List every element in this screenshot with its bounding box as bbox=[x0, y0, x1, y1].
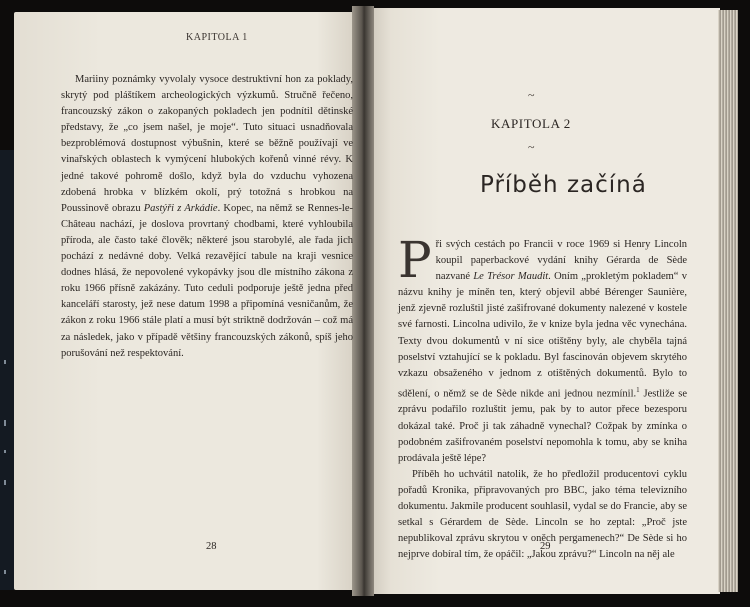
page-number-left: 28 bbox=[206, 541, 217, 552]
text-segment: ři svých cestách po Francii v roce 1969 si Henry Lincoln koupil paperbackové vydání knihy Gérarda de Sède nazvané bbox=[435, 239, 687, 283]
text-segment: . Kopec, na němž se Rennes-le-Château nachází, je doslova provrtaný chodbami, které vyhloubila příroda, ale často také člověk; některé jsou starobylé, ale řada jich pochází z nedávné doby. Velká rezavějící tabule na kraji vesnice dodnes hlásá, že nepovolené vykopávky jsou dle místního zákona z roku 1966 přísně zakázány. Tuto ceduli podporuje ještě jedna před kanceláří starosty, jež nese datum 1998 a připomíná vesničanům, že zákon z roku 1966 stále platí a musí být striktně dodržován – což má za následek, jako v případě většiny francouzských zákonů, spíš jeho porušování než respektování. bbox=[61, 202, 354, 359]
text-segment: Jestliže se zprávu podařilo rozluštit jemu, pak by to autor přece bezesporu dokázal také. Proč ji tak záhadně vynechal? Cožpak by zmínka o podobném zašifrovaném poselství nepomohla k tomu, aby se kniha prodávala ještě lépe? bbox=[398, 388, 687, 464]
flourish-ornament-top: ~ bbox=[528, 88, 535, 102]
chapter-title: Příběh začíná bbox=[480, 172, 647, 198]
drop-cap: P bbox=[398, 231, 432, 289]
footnote-marker: 1 bbox=[636, 385, 640, 394]
book-title: Le Trésor Maudit bbox=[473, 271, 549, 283]
paragraph bbox=[398, 231, 687, 467]
running-header: KAPITOLA 1 bbox=[186, 32, 248, 43]
book-spine bbox=[352, 6, 374, 596]
flourish-ornament-bottom: ~ bbox=[528, 140, 535, 154]
chapter-label: KAPITOLA 2 bbox=[491, 116, 571, 131]
right-body-text bbox=[398, 231, 687, 563]
left-body-text bbox=[61, 72, 353, 362]
page-number-right: 29 bbox=[540, 541, 551, 552]
text-segment: . Oním „prokletým pokladem“ v názvu knihy je míněn ten, který objevil abbé Bérenger Saunière, jenž zjevně rozluštil jisté zašifrované dokumenty nalezené v kostele své farnosti. Lincolna udivilo, že v knize byla jedna věc vynechána. Texty dvou dokumentů v ní sice otištěny byly, ale chyběla tajná poselství vztahující se k pokladu. Byl fascinován objevem skrytého vzkazu obsaženého v jednom z otištěných dokumentů. Bylo to sdělení, o němž se de Sède nikde ani jednou nezmínil. bbox=[398, 271, 687, 400]
paragraph: Příběh ho uchvátil natolik, že ho předložil producentovi cyklu pořadů Kronika, připravovaných pro BBC, jako téma televizního dokumentu. Jakmile producent souhlasil, vydal se do Francie, aby se setkal s Gérardem de Sède. Lincoln se ho zeptal: „Proč jste nepublikoval zprávu skrytou v oněch pergamenech?“ De Sède si ho nejprve dobíral tím, že opáčil: „Jakou zprávu?“ Lincoln na něj ale bbox=[398, 468, 687, 561]
page-edges bbox=[718, 10, 738, 592]
text-segment: Mariiny poznámky vyvolaly vysoce destruktivní hon za poklady, skrytý pod pláštíkem archeologických výzkumů. Stručně řečeno, francouzský zákon o zakopaných pokladech jen podnítil dětinské představy, že „co jsem našel, je moje“. Tuto situaci usnadňovala bezproblémová dostupnost výbušnin, které se běžně používají ve vinařských oblastech k vymýcení hlubokých kořenů vinné révy. K jedné takové pohromě došlo, když byla do vzduchu vyhozena zdobená hrobka v blízkém okolí, prý totožná s hrobkou na Poussinově obrazu bbox=[61, 74, 353, 214]
artwork-title: Pastýři z Arkádie bbox=[143, 202, 218, 214]
left-edge-strip bbox=[0, 150, 14, 590]
